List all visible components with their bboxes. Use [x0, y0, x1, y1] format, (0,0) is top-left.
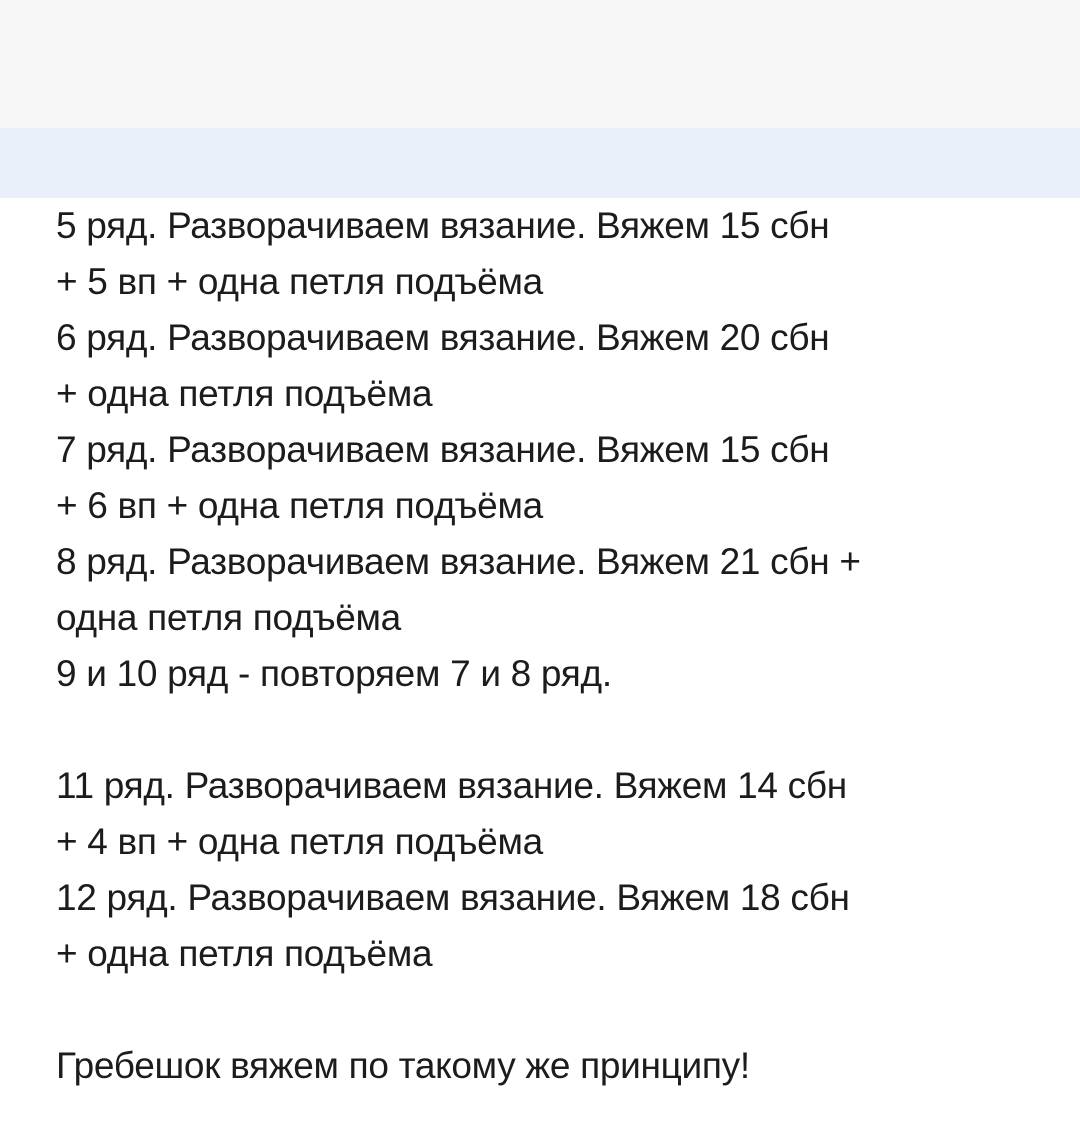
text-line: 9 и 10 ряд - повторяем 7 и 8 ряд.	[56, 653, 612, 694]
text-line: 5 ряд. Разворачиваем вязание. Вяжем 15 сбн	[56, 205, 830, 246]
text-line: 11 ряд. Разворачиваем вязание. Вяжем 14 сбн	[56, 765, 847, 806]
text-line: одна петля подъёма	[56, 597, 401, 638]
text-line: 7 ряд. Разворачиваем вязание. Вяжем 15 сбн	[56, 429, 830, 470]
message-header-band	[0, 128, 1080, 198]
blank-line	[56, 702, 1066, 758]
text-line: + 5 вп + одна петля подъёма	[56, 261, 543, 302]
text-line: + 6 вп + одна петля подъёма	[56, 485, 543, 526]
text-line: 6 ряд. Разворачиваем вязание. Вяжем 20 сбн	[56, 317, 830, 358]
text-line: + одна петля подъёма	[56, 933, 433, 974]
top-status-area	[0, 0, 1080, 128]
blank-line	[56, 982, 1066, 1038]
text-line: 8 ряд. Разворачиваем вязание. Вяжем 21 сбн +	[56, 541, 861, 582]
text-line: 12 ряд. Разворачиваем вязание. Вяжем 18 сбн	[56, 877, 850, 918]
text-line: + 4 вп + одна петля подъёма	[56, 821, 543, 862]
message-text	[56, 198, 1066, 1094]
text-line: + одна петля подъёма	[56, 373, 433, 414]
text-line: Гребешок вяжем по такому же принципу!	[56, 1045, 750, 1086]
